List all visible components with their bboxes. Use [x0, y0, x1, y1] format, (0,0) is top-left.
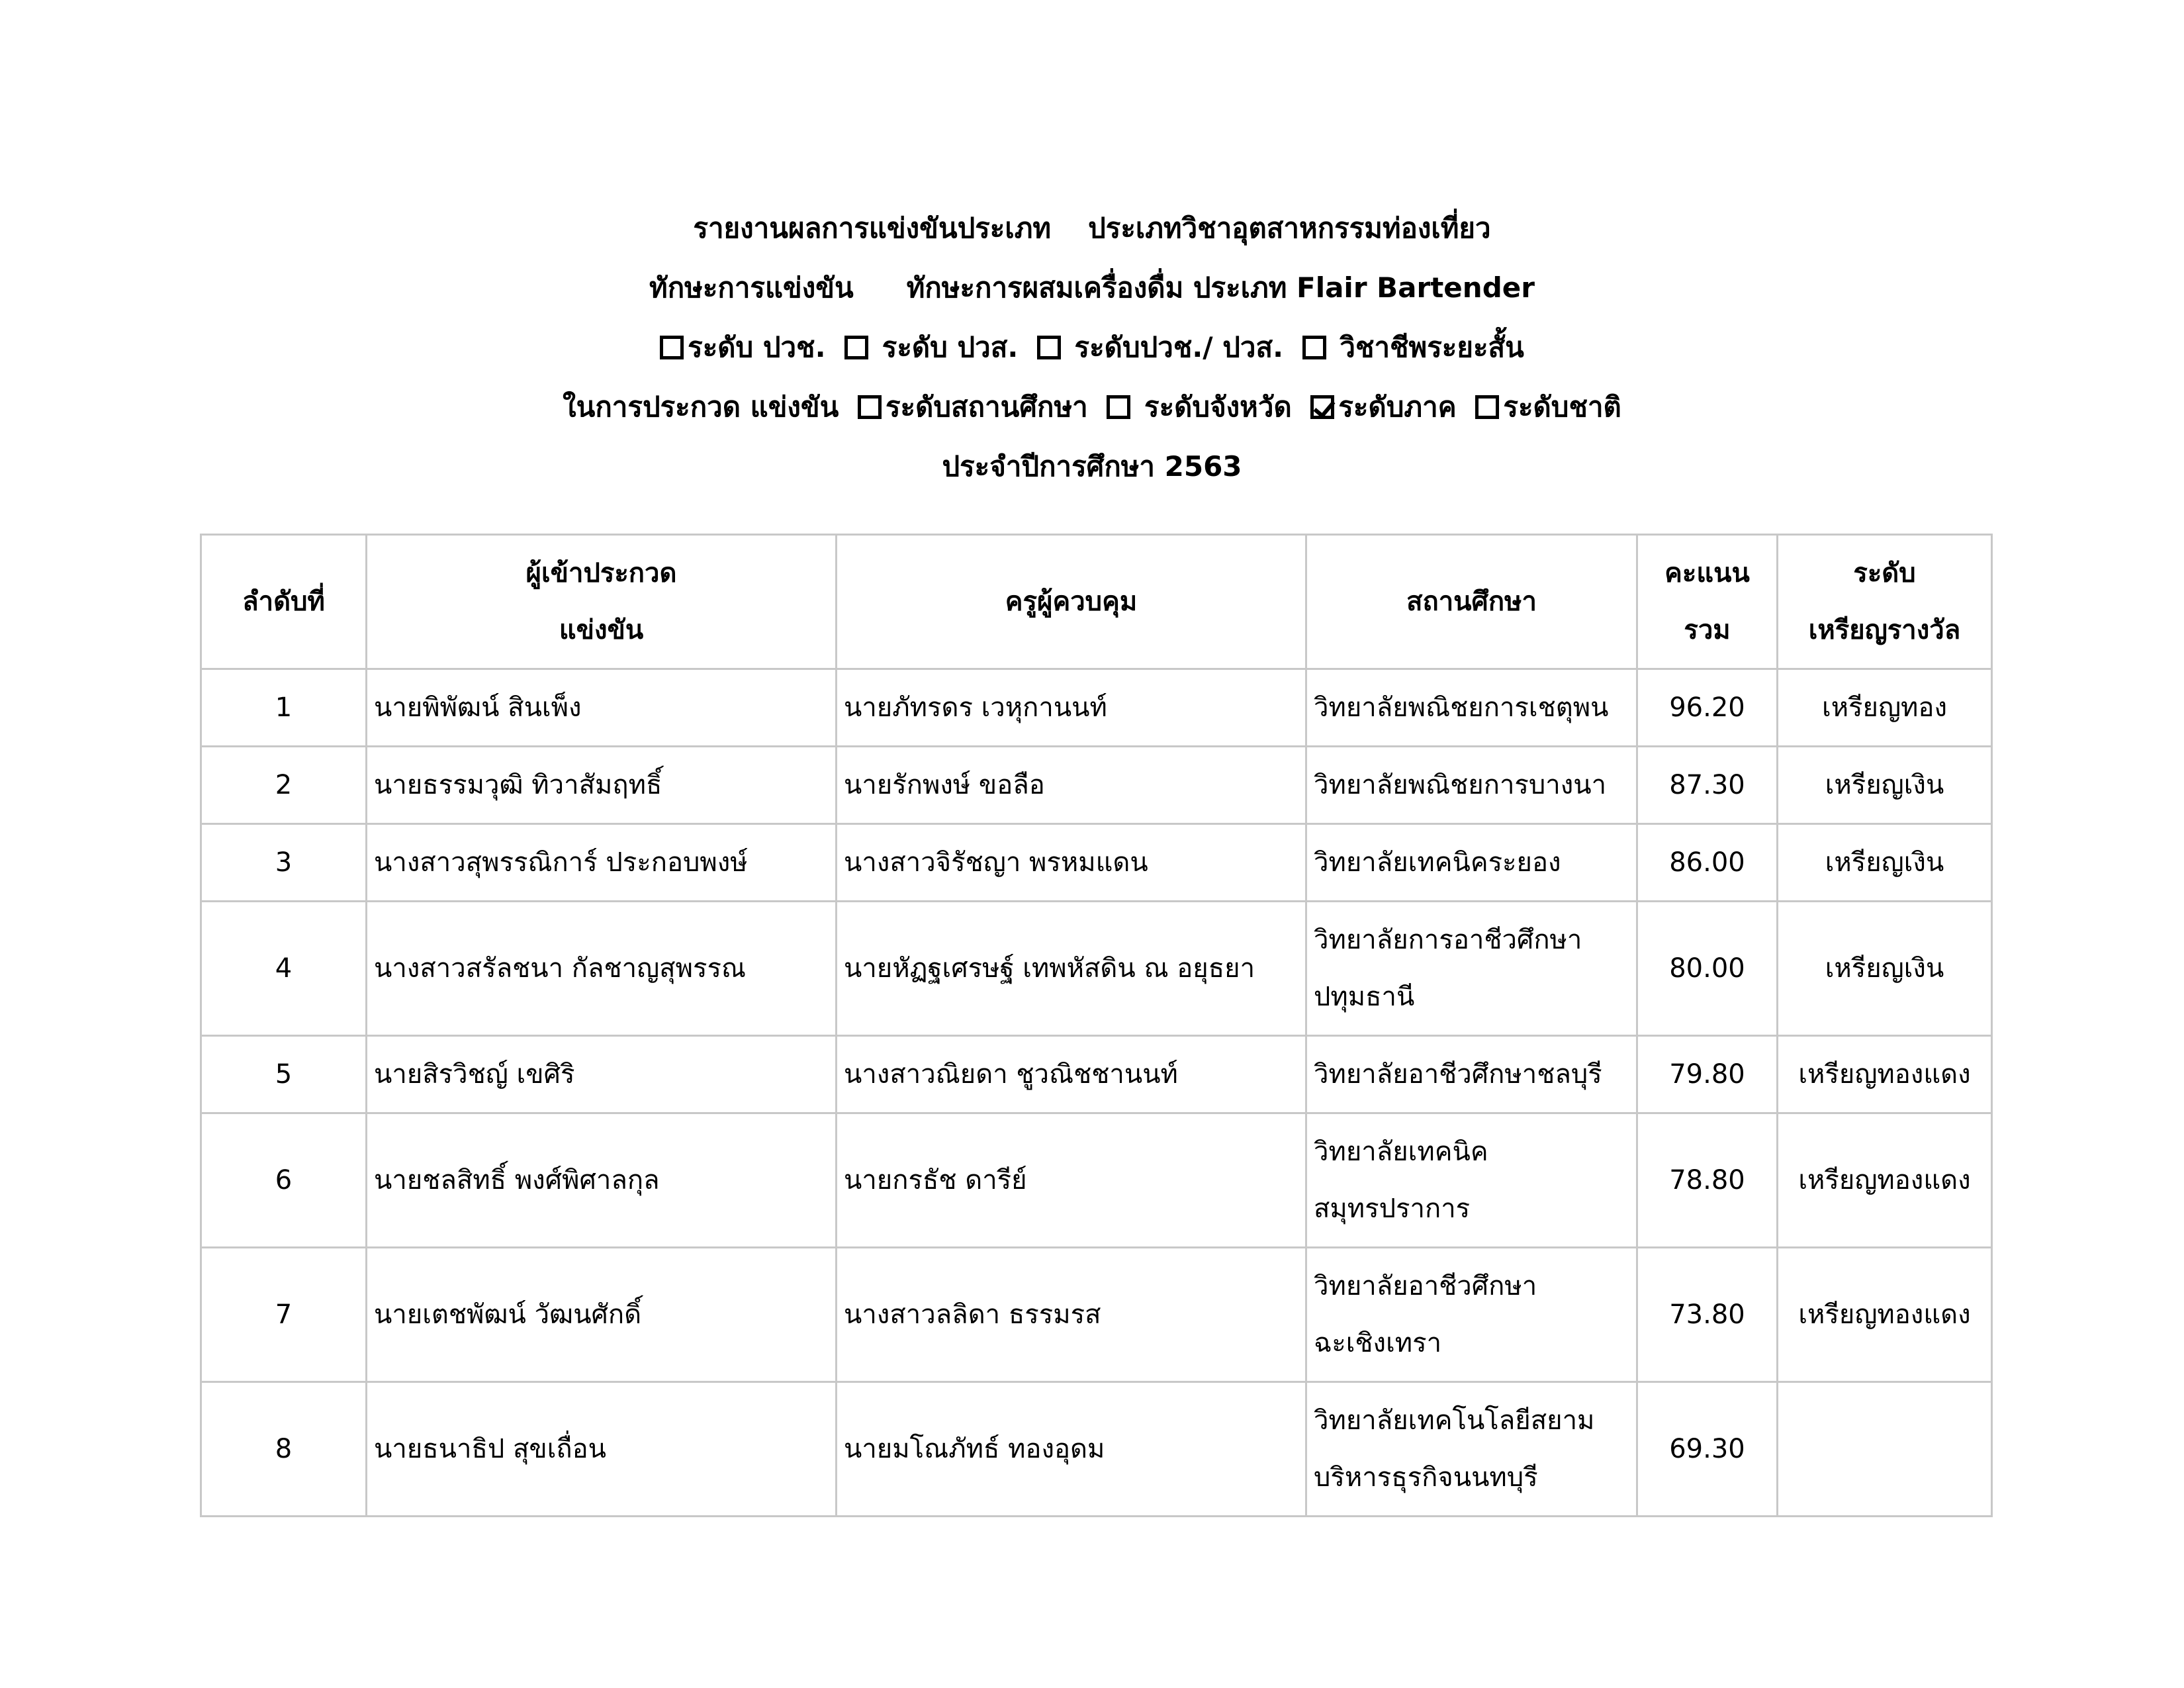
contestant-cell: นางสาวสรัลชนา กัลชาญสุพรรณ	[367, 902, 837, 1036]
skill-line	[0, 258, 2184, 318]
order-cell: 2	[201, 747, 367, 824]
score-cell: 86.00	[1637, 824, 1778, 902]
academic-year-line	[0, 437, 2184, 496]
school-cell: วิทยาลัยเทคโนโลยีสยาม บริหารธุรกิจนนทบุรี	[1306, 1382, 1637, 1517]
contest-institution-label: ระดับสถานศึกษา	[885, 391, 1088, 423]
checkbox-contest-national[interactable]	[1475, 395, 1499, 419]
order-cell: 1	[201, 669, 367, 747]
table-row	[201, 669, 1992, 747]
level-pvc-label: ระดับ ปวช.	[688, 331, 826, 363]
teacher-cell: นายรักพงษ์ ขอลือ	[837, 747, 1306, 824]
report-header	[0, 199, 2184, 496]
table-row	[201, 747, 1992, 824]
competition-type-value: ประเภทวิชาอุตสาหกรรมท่องเที่ยว	[1088, 212, 1491, 244]
column-header-teacher: ครูผู้ควบคุม	[837, 535, 1306, 669]
school-cell: วิทยาลัยพณิชยการบางนา	[1306, 747, 1637, 824]
skill-label: ทักษะการแข่งขัน	[649, 271, 854, 304]
contest-prefix: ในการประกวด แข่งขัน	[563, 391, 839, 423]
school-cell: วิทยาลัยการอาชีวศึกษา ปทุมธานี	[1306, 902, 1637, 1036]
teacher-cell: นายกรธัช ดารีย์	[837, 1113, 1306, 1248]
level-short-course-label: วิชาชีพระยะสั้น	[1340, 331, 1524, 363]
medal-cell: เหรียญทองแดง	[1778, 1113, 1992, 1248]
school-cell: วิทยาลัยอาชีวศึกษาชลบุรี	[1306, 1036, 1637, 1113]
level-pvc-pvs-label: ระดับปวช./ ปวส.	[1074, 331, 1284, 363]
medal-cell: เหรียญทองแดง	[1778, 1248, 1992, 1382]
column-header-contestant: ผู้เข้าประกวด แข่งขัน	[367, 535, 837, 669]
order-cell: 8	[201, 1382, 367, 1517]
column-header-score: คะแนน รวม	[1637, 535, 1778, 669]
order-cell: 4	[201, 902, 367, 1036]
medal-cell: เหรียญเงิน	[1778, 902, 1992, 1036]
checkbox-level-short-course[interactable]	[1302, 336, 1326, 359]
column-header-medal: ระดับ เหรียญรางวัล	[1778, 535, 1992, 669]
score-cell: 80.00	[1637, 902, 1778, 1036]
medal-cell: เหรียญเงิน	[1778, 824, 1992, 902]
teacher-cell: นายมโณภัทธ์ ทองอุดม	[837, 1382, 1306, 1517]
teacher-cell: นางสาวจิรัชญา พรหมแดน	[837, 824, 1306, 902]
table-row	[201, 1113, 1992, 1248]
table-row	[201, 1248, 1992, 1382]
level-options-line	[0, 318, 2184, 377]
teacher-cell: นางสาวลลิดา ธรรมรส	[837, 1248, 1306, 1382]
competition-type-line	[0, 199, 2184, 258]
table-row	[201, 902, 1992, 1036]
checkbox-level-pvc-pvs[interactable]	[1037, 336, 1061, 359]
contest-national-label: ระดับชาติ	[1503, 391, 1621, 423]
contestant-cell: นางสาวสุพรรณิการ์ ประกอบพงษ์	[367, 824, 837, 902]
checkbox-contest-institution[interactable]	[858, 395, 882, 419]
medal-cell: เหรียญทองแดง	[1778, 1036, 1992, 1113]
score-cell: 69.30	[1637, 1382, 1778, 1517]
order-cell: 5	[201, 1036, 367, 1113]
contest-province-label: ระดับจังหวัด	[1144, 391, 1292, 423]
contestant-cell: นายสิรวิชญ์ เขศิริ	[367, 1036, 837, 1113]
checkbox-level-pvc[interactable]	[660, 336, 684, 359]
contestant-cell: นายเตชพัฒน์ วัฒนศักดิ์	[367, 1248, 837, 1382]
score-cell: 87.30	[1637, 747, 1778, 824]
school-cell: วิทยาลัยอาชีวศึกษา ฉะเชิงเทรา	[1306, 1248, 1637, 1382]
table-row	[201, 1382, 1992, 1517]
column-header-school: สถานศึกษา	[1306, 535, 1637, 669]
score-cell: 73.80	[1637, 1248, 1778, 1382]
teacher-cell: นายภัทรดร เวหุกานนท์	[837, 669, 1306, 747]
academic-year: ประจำปีการศึกษา 2563	[942, 450, 1242, 483]
school-cell: วิทยาลัยเทคนิคระยอง	[1306, 824, 1637, 902]
score-cell: 79.80	[1637, 1036, 1778, 1113]
medal-cell	[1778, 1382, 1992, 1517]
teacher-cell: นายหัฏฐเศรษฐ์ เทพหัสดิน ณ อยุธยา	[837, 902, 1306, 1036]
column-header-order: ลำดับที่	[201, 535, 367, 669]
school-cell: วิทยาลัยเทคนิค สมุทรปราการ	[1306, 1113, 1637, 1248]
order-cell: 7	[201, 1248, 367, 1382]
score-cell: 78.80	[1637, 1113, 1778, 1248]
level-pvs-label: ระดับ ปวส.	[882, 331, 1019, 363]
checkbox-contest-province[interactable]	[1107, 395, 1130, 419]
contestant-cell: นายชลสิทธิ์ พงศ์พิศาลกุล	[367, 1113, 837, 1248]
contest-level-line	[0, 377, 2184, 437]
results-table	[200, 534, 1993, 1517]
table-row	[201, 1036, 1992, 1113]
competition-type-label: รายงานผลการแข่งขันประเภท	[693, 212, 1052, 244]
order-cell: 3	[201, 824, 367, 902]
school-cell: วิทยาลัยพณิชยการเชตุพน	[1306, 669, 1637, 747]
table-row	[201, 824, 1992, 902]
contestant-cell: นายธรรมวุฒิ ทิวาสัมฤทธิ์	[367, 747, 837, 824]
checkbox-level-pvs[interactable]	[844, 336, 868, 359]
medal-cell: เหรียญทอง	[1778, 669, 1992, 747]
table-header-row	[201, 535, 1992, 669]
teacher-cell: นางสาวณิยดา ชูวณิชชานนท์	[837, 1036, 1306, 1113]
skill-value: ทักษะการผสมเครื่องดื่ม ประเภท Flair Bartender	[906, 271, 1535, 304]
order-cell: 6	[201, 1113, 367, 1248]
contestant-cell: นายธนาธิป สุขเถื่อน	[367, 1382, 837, 1517]
score-cell: 96.20	[1637, 669, 1778, 747]
medal-cell: เหรียญเงิน	[1778, 747, 1992, 824]
contest-region-label: ระดับภาค	[1338, 391, 1457, 423]
checkbox-contest-region[interactable]	[1310, 395, 1334, 419]
contestant-cell: นายพิพัฒน์ สินเพ็ง	[367, 669, 837, 747]
